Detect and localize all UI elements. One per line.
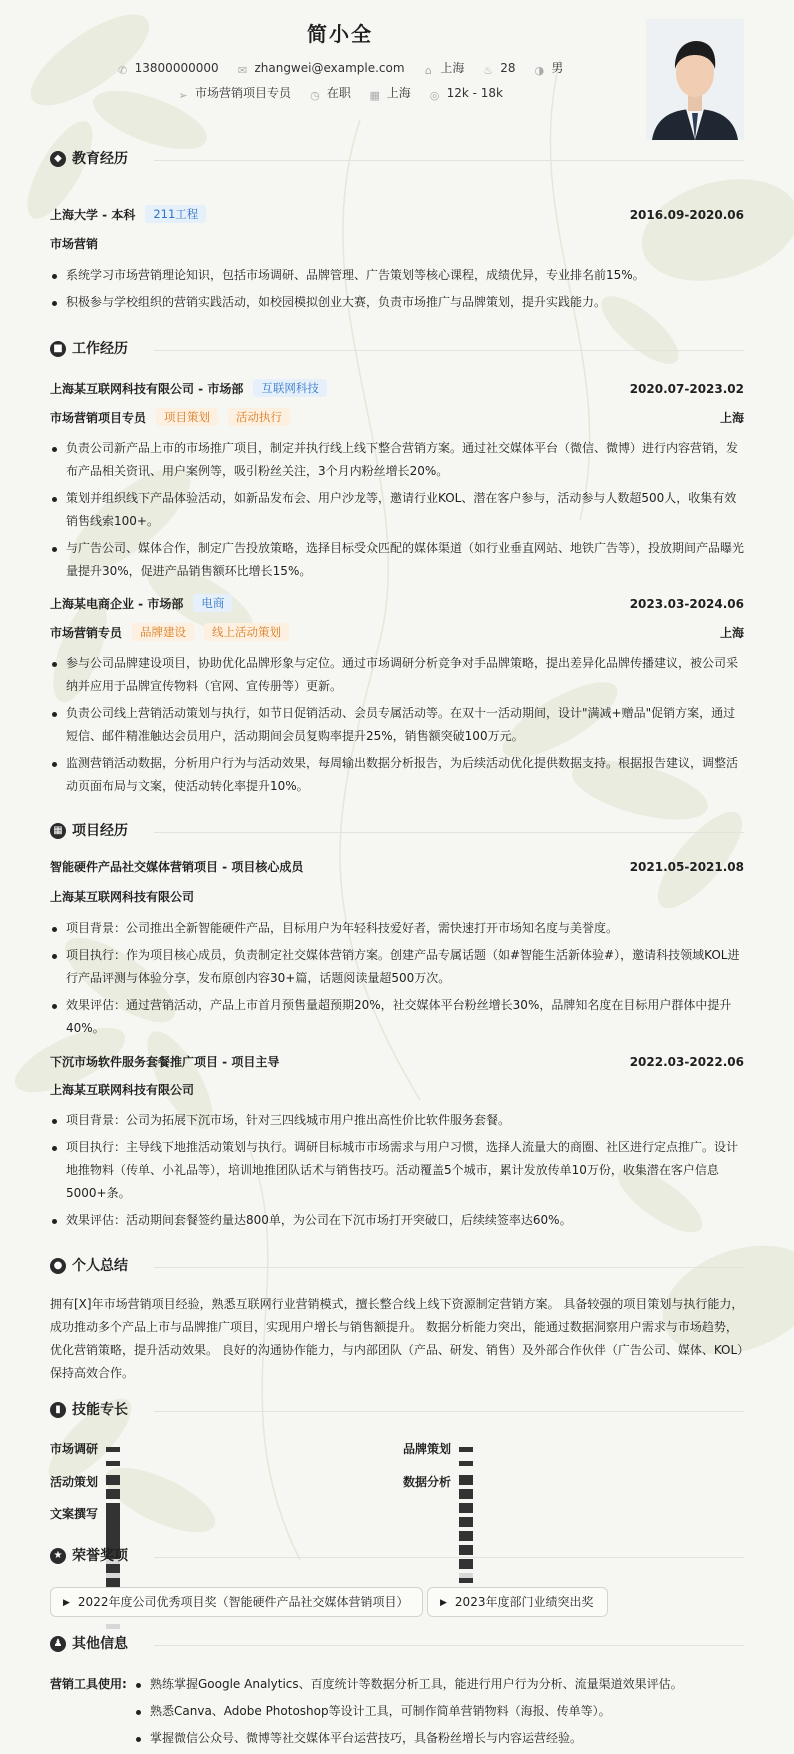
section-projects-title: 项目经历 <box>72 823 128 839</box>
phone-icon: ✆ <box>118 64 128 77</box>
location-value: 上海 <box>440 61 465 75</box>
triangle-right-icon: ▶ <box>440 1598 447 1608</box>
age-item <box>482 61 515 77</box>
skill-segment <box>106 1540 120 1545</box>
job-title: 市场营销专员 <box>50 626 123 640</box>
skill-segment <box>459 1447 473 1452</box>
industry-tag: 电商 <box>193 594 232 612</box>
location-item <box>422 59 464 77</box>
work-date: 2023.03-2024.06 <box>629 597 744 611</box>
list-item: 参与公司品牌建设项目，协助优化品牌形象与定位。通过市场调研分析竞争对手品牌策略，提出差异化品牌传播建议，被公司采纳并应用于品牌宣传物料（官网、宣传册等）更新。 <box>50 652 744 698</box>
skill-segment <box>106 1447 120 1452</box>
company-name: 上海某互联网科技有限公司 - 市场部 <box>50 382 244 396</box>
project-company-row <box>50 1080 744 1100</box>
school-name: 上海大学 - 本科 <box>50 208 136 222</box>
section-summary <box>50 1256 744 1278</box>
project-company: 上海某互联网科技有限公司 <box>50 890 195 904</box>
phone-value: 13800000000 <box>134 61 219 75</box>
section-work <box>50 339 744 361</box>
skill-tag: 线上活动策划 <box>204 623 289 641</box>
section-divider <box>154 1411 744 1412</box>
list-item: 与广告公司、媒体合作，制定广告投放策略，选择目标受众匹配的媒体渠道（如行业垂直网站、地铁广告等），投放期间产品曝光量提升30%，促进产品销售额环比增长15%。 <box>50 537 744 583</box>
skill-level-bar <box>459 1447 477 1452</box>
list-item: 效果评估：通过营销活动，产品上市首月预售量超预期20%，社交媒体平台粉丝增长30%，品牌知名度在目标用户群体中提升40%。 <box>50 994 744 1040</box>
list-item: 项目背景：公司推出全新智能硬件产品，目标用户为年轻科技爱好者，需快速打开市场知名度与美誉度。 <box>50 917 744 940</box>
skill-name: 品牌策划 <box>403 1442 452 1456</box>
company-name: 上海某电商企业 - 市场部 <box>50 597 184 611</box>
list-item: 效果评估：活动期间套餐签约量达800单，为公司在下沉市场打开突破口，后续续签率达60%。 <box>50 1209 744 1232</box>
chart-icon: ▮ <box>50 1402 66 1418</box>
project-date: 2021.05-2021.08 <box>629 860 744 874</box>
job-title: 市场营销项目专员 <box>50 411 147 425</box>
coin-icon: ◎ <box>429 89 440 102</box>
trophy-icon: ★ <box>50 1548 66 1564</box>
project-bullets <box>50 1109 744 1236</box>
salary-value: 12k - 18k <box>446 86 503 100</box>
graduation-cap-icon: ◆ <box>50 151 66 167</box>
work-bullets <box>50 437 744 587</box>
resume-name: 简小全 <box>307 22 373 46</box>
status-value: 在职 <box>326 86 351 100</box>
user-icon: ● <box>50 1258 66 1274</box>
salary-item <box>429 86 503 102</box>
skill-segment <box>459 1480 473 1485</box>
skill-segment <box>106 1494 120 1499</box>
industry-tag: 互联网科技 <box>253 379 327 397</box>
section-education <box>50 149 744 171</box>
work-entry-header <box>50 594 744 614</box>
list-item: 系统学习市场营销理论知识，包括市场调研、品牌管理、广告策划等核心课程，成绩优异，专业排名前15%。 <box>50 264 744 287</box>
skill-tag: 项目策划 <box>156 408 218 426</box>
age-value: 28 <box>500 61 516 75</box>
work-entry-header <box>50 379 744 399</box>
education-date: 2016.09-2020.06 <box>629 208 744 222</box>
skill-segment <box>459 1578 473 1583</box>
clock-icon: ◷ <box>310 89 320 102</box>
send-icon: ➢ <box>178 89 188 102</box>
mail-icon: ✉ <box>237 64 248 77</box>
list-item: 负责公司线上营销活动策划与执行，如节日促销活动、会员专属活动等。在双十一活动期间，设计"满减+赠品"促销方案，通过短信、邮件精准触达会员用户，活动期间会员复购率提升25%，销售额突破100万元。 <box>50 702 744 748</box>
work-title-row <box>50 623 744 643</box>
list-item: 项目执行：作为项目核心成员，负责制定社交媒体营销方案。创建产品专属话题（如#智能生活新体验#），邀请科技领域KOL进行产品评测与体验分享，发布原创内容30+篇，话题阅读量超500万次。 <box>50 944 744 990</box>
section-divider <box>154 1557 744 1558</box>
section-divider <box>154 1645 744 1646</box>
other-bullets <box>134 1673 744 1754</box>
section-divider <box>154 1267 744 1268</box>
email-item <box>236 61 404 77</box>
section-work-title: 工作经历 <box>72 341 128 357</box>
gender-value: 男 <box>551 61 564 75</box>
skill-segment <box>106 1526 120 1531</box>
gender-icon: ◑ <box>534 64 545 77</box>
project-bullets <box>50 917 744 1044</box>
project-company: 上海某互联网科技有限公司 <box>50 1083 195 1097</box>
building-icon: ▦ <box>369 89 380 102</box>
work-title-row <box>50 408 744 428</box>
target-job-item <box>177 84 291 102</box>
target-city-item <box>369 84 411 102</box>
home-icon: ⌂ <box>424 64 432 77</box>
section-awards <box>50 1546 744 1568</box>
summary-text: 拥有[X]年市场营销项目经验，熟悉互联网行业营销模式，擅长整合线上线下资源制定营销方案。 具备较强的项目策划与执行能力，成功推动多个产品上市与品牌推广项目，实现用户增长与销售额提升。 数据分析能力突出，能通过数据洞察用户需求与市场趋势，优化营销策略，提升活动效果。 良好的沟通协作能力，与内部团队（产品、研发、销售）及外部合作伙伴（广告公司、媒体、KOL）保持高效合作。 <box>50 1297 744 1380</box>
project-entry-header <box>50 1052 744 1072</box>
section-projects <box>50 821 744 843</box>
section-other <box>50 1634 744 1656</box>
award-text: 2023年度部门业绩突出奖 <box>454 1595 594 1609</box>
skill-segment <box>459 1461 473 1466</box>
grid-icon: ▦ <box>50 823 66 839</box>
school-tag: 211工程 <box>145 205 206 223</box>
skill-segment <box>459 1522 473 1527</box>
list-item: 项目执行：主导线下地推活动策划与执行。调研目标城市市场需求与用户习惯，选择人流量大的商圈、社区进行定点推广。设计地推物料（传单、小礼品等），培训地推团队话术与销售技巧。活动覆盖5个城市，累计发放传单10万份，收集潜在客户信息5000+条。 <box>50 1136 744 1205</box>
skill-segment <box>459 1508 473 1513</box>
skill-name: 文案撰写 <box>50 1507 99 1521</box>
skill-level-bar <box>106 1447 124 1452</box>
list-item: 积极参与学校组织的营销实践活动，如校园模拟创业大赛，负责市场推广与品牌策划，提升实践能力。 <box>50 291 744 314</box>
list-item: 熟悉Canva、Adobe Photoshop等设计工具，可制作简单营销物料（海报、传单等）。 <box>134 1700 744 1723</box>
section-divider <box>154 832 744 833</box>
skill-segment <box>459 1494 473 1499</box>
award-item <box>50 1587 423 1617</box>
target-city-value: 上海 <box>386 86 411 100</box>
education-major-row <box>50 234 744 254</box>
skill-segment <box>459 1536 473 1541</box>
work-date: 2020.07-2023.02 <box>629 382 744 396</box>
section-education-title: 教育经历 <box>72 151 128 167</box>
project-date: 2022.03-2022.06 <box>629 1055 744 1069</box>
section-skills-title: 技能专长 <box>72 1402 128 1418</box>
email-value: zhangwei@example.com <box>254 61 405 75</box>
education-entry-header <box>50 205 744 225</box>
phone-item <box>117 61 219 77</box>
job-info-row <box>0 84 680 102</box>
target-job-value: 市场营销项目专员 <box>195 86 292 100</box>
avatar <box>646 19 744 140</box>
project-name: 智能硬件产品社交媒体营销项目 - 项目核心成员 <box>50 860 304 874</box>
skill-level-bar <box>459 1480 477 1485</box>
section-divider <box>154 160 744 161</box>
list-item: 负责公司新产品上市的市场推广项目，制定并执行线上线下整合营销方案。通过社交媒体平台（微信、微博）进行内容营销，发布产品相关资讯、用户案例等，吸引粉丝关注，3个月内粉丝增长20%。 <box>50 437 744 483</box>
people-icon: ♟ <box>50 1636 66 1652</box>
skill-segment <box>106 1624 120 1629</box>
education-bullets <box>50 264 744 318</box>
award-text: 2022年度公司优秀项目奖（智能硬件产品社交媒体营销项目） <box>77 1595 409 1609</box>
triangle-right-icon: ▶ <box>63 1598 70 1608</box>
section-summary-title: 个人总结 <box>72 1258 128 1274</box>
list-item: 熟练掌握Google Analytics、百度统计等数据分析工具，能进行用户行为分析、流量渠道效果评估。 <box>134 1673 744 1696</box>
list-item: 项目背景：公司为拓展下沉市场，针对三四线城市用户推出高性价比软件服务套餐。 <box>50 1109 744 1132</box>
project-company-row <box>50 887 744 907</box>
list-item: 掌握微信公众号、微博等社交媒体平台运营技巧，具备粉丝增长与内容运营经验。 <box>134 1727 744 1750</box>
contact-info-row <box>0 59 680 77</box>
skill-segment <box>106 1512 120 1517</box>
award-item <box>427 1587 608 1617</box>
section-divider <box>154 350 744 351</box>
status-item <box>309 84 351 102</box>
cake-icon: ♨ <box>483 64 494 77</box>
skill-level-bar <box>106 1512 124 1517</box>
skill-tag: 品牌建设 <box>132 623 194 641</box>
briefcase-icon: ■ <box>50 341 66 357</box>
section-awards-title: 荣誉奖项 <box>72 1548 128 1564</box>
project-name: 下沉市场软件服务套餐推广项目 - 项目主导 <box>50 1055 280 1069</box>
skill-name: 市场调研 <box>50 1442 99 1456</box>
skill-segment <box>106 1568 120 1573</box>
work-city: 上海 <box>719 411 744 425</box>
work-bullets <box>50 652 744 802</box>
list-item: 监测营销活动数据，分析用户行为与活动效果，每周输出数据分析报告，为后续活动优化提供数据支持。根据报告建议，调整活动页面布局与文案，使活动转化率提升10%。 <box>50 752 744 798</box>
other-label: 营销工具使用: <box>50 1677 127 1691</box>
gender-item <box>533 59 563 77</box>
section-skills <box>50 1400 744 1422</box>
skill-name: 数据分析 <box>403 1475 452 1489</box>
skill-segment <box>106 1461 120 1466</box>
project-entry-header <box>50 857 744 877</box>
skill-tag: 活动执行 <box>228 408 290 426</box>
education-major: 市场营销 <box>50 237 99 251</box>
work-city: 上海 <box>719 626 744 640</box>
list-item: 策划并组织线下产品体验活动，如新品发布会、用户沙龙等，邀请行业KOL、潜在客户参与，活动参与人数超500人，收集有效销售线索100+。 <box>50 487 744 533</box>
skill-name: 活动策划 <box>50 1475 99 1489</box>
skill-level-bar <box>106 1480 124 1485</box>
skill-segment <box>106 1480 120 1485</box>
section-other-title: 其他信息 <box>72 1636 128 1652</box>
